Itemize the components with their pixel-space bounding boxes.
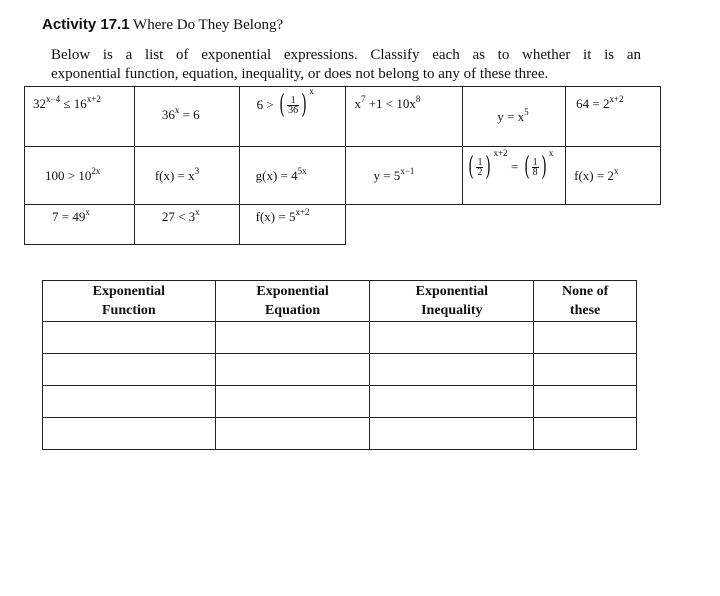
answer-cell[interactable]: [534, 418, 637, 450]
answer-row: [43, 322, 637, 354]
answer-cell[interactable]: [43, 322, 216, 354]
answer-cell[interactable]: [370, 354, 534, 386]
activity-title: [42, 16, 283, 34]
activity-number: Activity 17.1: [42, 16, 130, 33]
classification-table: [42, 280, 637, 450]
answer-cell[interactable]: [215, 322, 370, 354]
instructions: [51, 46, 641, 84]
answer-row: [43, 354, 637, 386]
answer-row: [43, 386, 637, 418]
activity-heading: Where Do They Belong?: [133, 17, 284, 33]
answer-cell[interactable]: [215, 354, 370, 386]
answer-cell[interactable]: [43, 386, 216, 418]
expressions-table: [24, 86, 661, 245]
expression-cell: $f(x) = 2^x$: [566, 147, 661, 205]
expression-cell: 6 > ( $\frac{1}{36}$ ) $^x$: [239, 87, 346, 147]
expression-cell: $27 < 3^x$: [134, 205, 239, 245]
expression-cell: $f(x) = 5^{x+2}$: [239, 205, 346, 245]
expression-cell: $y = 5^{x-1}$: [346, 147, 463, 205]
answer-cell[interactable]: [215, 418, 370, 450]
instructions-line-1: Below is a list of exponential expressions. Classify each as to whether it is an: [51, 47, 641, 63]
expression-cell: $x^7 +1 < 10x^8$: [346, 87, 463, 147]
header-exponential-function: Exponential Function: [43, 281, 216, 322]
answer-cell[interactable]: [534, 386, 637, 418]
answer-cell[interactable]: [534, 322, 637, 354]
expression-cell: $32^{x-4} \le 16^{x+2}$: [25, 87, 135, 147]
answer-cell[interactable]: [370, 386, 534, 418]
answer-cell[interactable]: [43, 418, 216, 450]
expression-cell: $7 = 49^x$: [25, 205, 135, 245]
answer-cell[interactable]: [370, 322, 534, 354]
answer-cell[interactable]: [215, 386, 370, 418]
answer-cell[interactable]: [43, 354, 216, 386]
instructions-line-2: exponential function, equation, inequality, or does not belong to any of these three.: [51, 66, 549, 82]
expression-cell: $y = x^5$: [463, 87, 566, 147]
expression-cell: $64 = 2^{x+2}$: [566, 87, 661, 147]
expression-cell: $f(x) = x^3$: [134, 147, 239, 205]
header-exponential-equation: Exponential Equation: [215, 281, 370, 322]
expression-cell: $36^x = 6$: [134, 87, 239, 147]
expression-cell: $100 > 10^{2x}$: [25, 147, 135, 205]
expression-cell: $g(x) = 4^{5x}$: [239, 147, 346, 205]
header-exponential-inequality: Exponential Inequality: [370, 281, 534, 322]
answer-cell[interactable]: [370, 418, 534, 450]
header-none-of-these: None of these: [534, 281, 637, 322]
answer-cell[interactable]: [534, 354, 637, 386]
answer-row: [43, 418, 637, 450]
expression-cell: ( $\frac{1}{2}$ ) $^{x+2}$ = ( $\frac{1}{8}$ ) $^x$: [463, 147, 566, 205]
